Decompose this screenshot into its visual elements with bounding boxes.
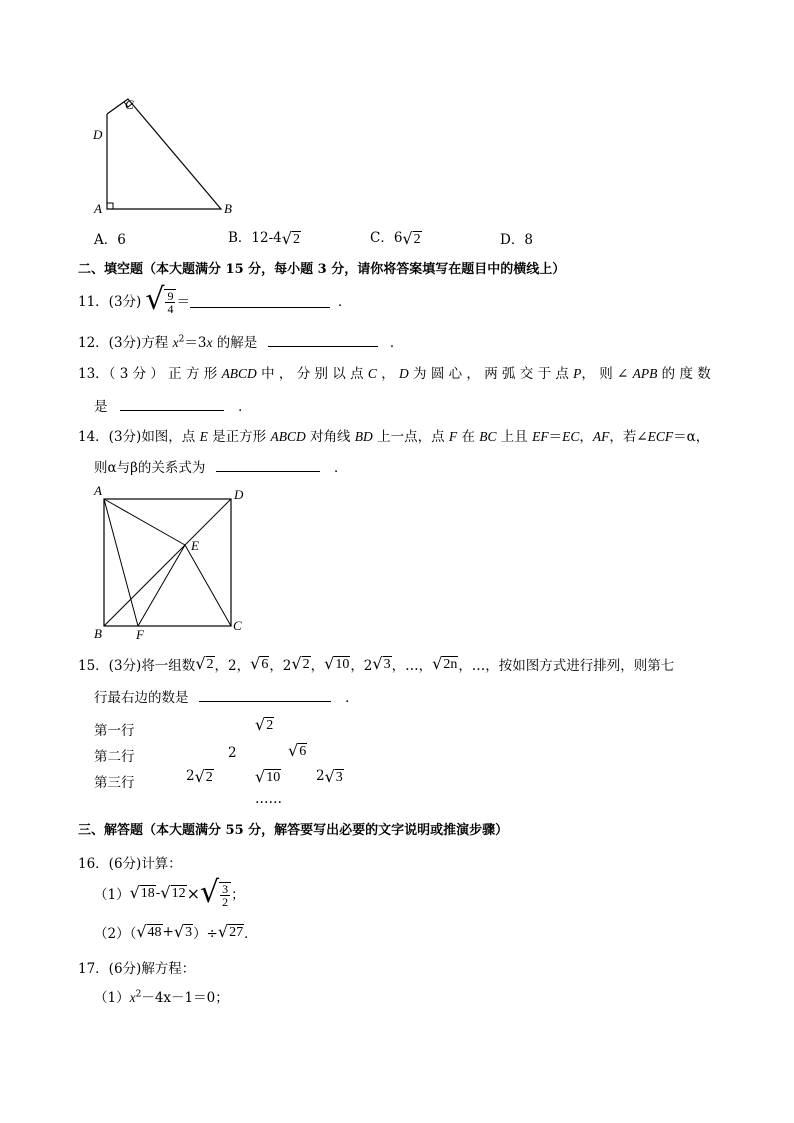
answer-blank-14[interactable] <box>216 457 320 472</box>
label-A: A <box>94 483 102 498</box>
label-C: C <box>233 618 242 633</box>
label-B: B <box>94 626 102 641</box>
option-d: D．8 <box>500 232 533 248</box>
row-1-label: 第一行 <box>94 723 135 739</box>
answer-blank-12[interactable] <box>268 332 378 347</box>
section-2-title: 二、填空题（本大题满分 15 分，每小题 3 分，请你将答案填写在题目中的横线上） <box>78 262 566 277</box>
question-13: 13．（ 3 分 ） 正 方 形 ABCD 中 ， 分 别 以 点 C ， D 为 圆 心 ， 两 弧 交 于 点 P， 则 ∠ APB 的 度 数 <box>78 366 711 382</box>
label-C: C <box>125 97 134 112</box>
row-3-value-c: 2 √ 3 <box>316 766 343 786</box>
option-a: A．6 <box>94 232 126 248</box>
figure-square <box>88 482 258 644</box>
row-3-value-b: √ 10 <box>255 766 281 786</box>
row-3-value-a: 2 √ 2 <box>186 766 213 786</box>
label-B: B <box>224 201 232 216</box>
answer-blank-13[interactable] <box>120 396 224 411</box>
row-2-label: 第二行 <box>94 749 135 765</box>
label-D: D <box>93 127 103 142</box>
question-17-part-1: $(1)x^2-4x-1=0$； <box>94 989 229 1006</box>
label-F: F <box>136 627 144 642</box>
option-c: C．6 √ 2 <box>370 228 421 248</box>
answer-blank-15[interactable] <box>199 687 331 702</box>
label-D: D <box>234 487 244 502</box>
row-2-value-b: √ 6 <box>288 740 307 760</box>
row-dots: …… <box>255 791 282 807</box>
question-15: 15．(3分) 将一组数 √ 2 ，2， √ 6 ，2 √ 2 ， √ 10 ，2 √ 3 ，…， √ 2n ，…，按如图方式进行排列，则第七 <box>78 654 675 674</box>
section-3-title: 三、解答题（本大题满分 55 分，解答要写出必要的文字说明或推演步骤） <box>78 823 509 838</box>
question-16: 16．(6分)计算： <box>78 856 182 872</box>
sqrt-fraction: √ $\frac{9}{4}$ <box>145 285 176 315</box>
question-11: 11．(3分) √ $\frac{9}{4}$ ＝ ． <box>78 282 352 317</box>
question-14: 14．(3分)如图，点 E 是正方形 ABCD 对角线 BD 上一点，点 F 在 BC 上且 EF＝EC，AF，若∠ECF＝α， <box>78 429 710 445</box>
figure-quadrilateral <box>90 95 250 220</box>
answer-blank-11[interactable] <box>190 293 330 308</box>
label-E: E <box>191 538 199 553</box>
question-17: 17．(6分)解方程： <box>78 961 196 977</box>
question-16-part-2: （2）（ √ 48 + √ 3 ）÷ √ 27 ． <box>94 922 258 942</box>
question-12: 12．(3分)方程 $x^2=3x$ 的解是 ． <box>78 331 403 351</box>
question-14-line2: 则α与β的关系式为 ． <box>94 456 348 476</box>
row-3-label: 第三行 <box>94 775 135 791</box>
label-A: A <box>94 201 102 216</box>
option-b: B．12-4 √ 2 <box>228 228 300 248</box>
row-1-value: √ 2 <box>255 714 274 734</box>
question-15-line2: 行最右边的数是 ． <box>94 686 359 706</box>
row-2-value-a: 2 <box>228 745 237 761</box>
question-16-part-1: （1） √ 18 - √ 12 × √ $\frac{3}{2}$ ； <box>94 875 245 910</box>
question-13-line2: 是 ． <box>94 395 252 415</box>
